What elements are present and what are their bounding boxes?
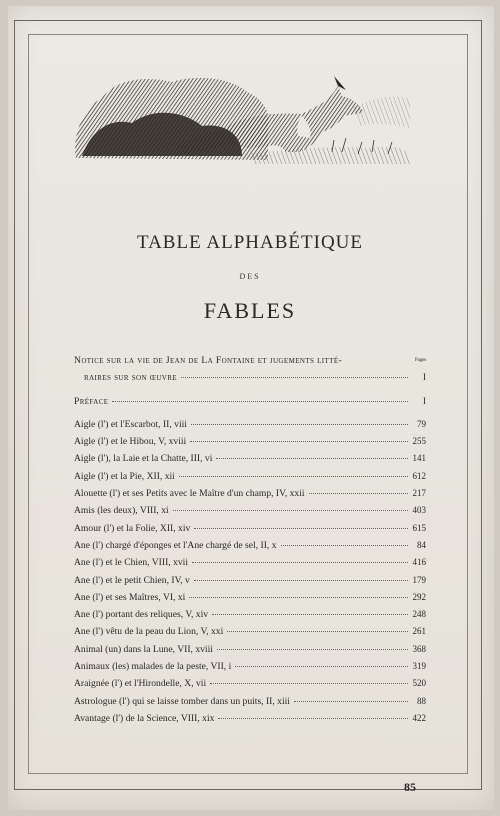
title-des: DES (239, 272, 261, 281)
fable-page: 422 (412, 712, 426, 723)
notice-entry-line1 (74, 352, 426, 369)
fable-page: 248 (412, 609, 426, 620)
fable-page: 612 (412, 470, 426, 481)
leader-dots (179, 476, 408, 477)
fable-page: 84 (417, 539, 426, 550)
fable-title: Ane (l') et le Chien, VIII, xvii (74, 557, 188, 569)
leader-dots (235, 666, 408, 667)
list-item (74, 502, 426, 519)
notice-page: I (423, 372, 426, 383)
fable-title: Ane (l') et le petit Chien, IV, v (74, 574, 190, 586)
list-item (74, 641, 426, 658)
fable-page: 520 (412, 678, 426, 689)
fable-page: 88 (417, 695, 426, 706)
leader-dots (181, 377, 408, 378)
fable-page: 403 (412, 505, 426, 516)
fable-page: 368 (412, 643, 426, 654)
fable-title: Aigle (l'), la Laie et la Chatte, III, vi (74, 453, 213, 465)
fable-page: 319 (412, 661, 426, 672)
list-item (74, 520, 426, 537)
notice-label-line2: raires sur son œuvre (84, 372, 177, 384)
notice-entry-line2 (74, 369, 426, 386)
leader-dots (189, 597, 408, 598)
list-item (74, 485, 426, 502)
leader-dots (216, 458, 408, 459)
fable-page: 261 (412, 626, 426, 637)
leader-dots (217, 649, 408, 650)
fable-title: Ane (l') portant des reliques, V, xiv (74, 609, 209, 621)
list-item (74, 693, 426, 710)
fable-title: Aigle (l') et la Pie, XII, xii (74, 470, 175, 482)
fable-title: Astrologue (l') qui se laisse tomber dans un puits, II, xiii (74, 695, 290, 707)
list-item (74, 710, 426, 727)
preface-label: Préface (74, 395, 109, 407)
table-of-contents (74, 352, 426, 727)
pages-column-header: ᴾᵃᵍᵉˢ (415, 356, 426, 365)
fable-title: Alouette (l') et ses Petits avec le Maître d'un champ, IV, xxii (74, 488, 305, 500)
fable-title: Ane (l') et ses Maîtres, VI, xi (74, 591, 186, 603)
list-item (74, 572, 426, 589)
fable-title: Avantage (l') de la Science, VIII, xix (74, 712, 215, 724)
fable-title: Animal (un) dans la Lune, VII, xviii (74, 643, 213, 655)
fable-title: Araignée (l') et l'Hirondelle, X, vii (74, 678, 207, 690)
leader-dots (212, 614, 408, 615)
list-item (74, 623, 426, 640)
fable-title: Amis (les deux), VIII, xi (74, 505, 169, 517)
fable-page: 416 (412, 557, 426, 568)
fable-title: Amour (l') et la Folie, XII, xiv (74, 522, 191, 534)
preface-page: I (423, 395, 426, 406)
notice-label-line1: Notice sur la vie de Jean de La Fontaine et jugements litté- (74, 355, 343, 366)
leader-dots (173, 510, 408, 511)
title-table-alphabetique: TABLE ALPHABÉTIQUE (137, 232, 363, 253)
list-item (74, 416, 426, 433)
list-item (74, 606, 426, 623)
leader-dots (194, 580, 408, 581)
list-item (74, 450, 426, 467)
leader-dots (309, 493, 408, 494)
leader-dots (281, 545, 409, 546)
list-item (74, 468, 426, 485)
list-item (74, 433, 426, 450)
leader-dots (218, 718, 408, 719)
leader-dots (112, 401, 408, 402)
fable-page: 292 (412, 591, 426, 602)
fable-title: Ane (l') vêtu de la peau du Lion, V, xxi (74, 626, 224, 638)
fable-title: Aigle (l') et le Hibou, V, xviii (74, 436, 187, 448)
fable-title: Aigle (l') et l'Escarbot, II, viii (74, 418, 187, 430)
title-fables: FABLES (203, 298, 297, 323)
preface-entry (74, 393, 426, 410)
page-number: 85 (404, 780, 416, 794)
fable-page: 79 (417, 418, 426, 429)
leader-dots (210, 683, 408, 684)
leader-dots (192, 562, 408, 563)
leader-dots (227, 631, 408, 632)
list-item (74, 554, 426, 571)
leader-dots (190, 441, 408, 442)
fable-title: Animaux (les) malades de la peste, VII, i (74, 661, 232, 673)
fable-page: 217 (412, 488, 426, 499)
fable-page: 141 (412, 453, 426, 464)
leader-dots (194, 528, 408, 529)
fable-page: 255 (412, 436, 426, 447)
list-item (74, 589, 426, 606)
fable-title: Ane (l') chargé d'éponges et l'Ane chargé de sel, II, x (74, 539, 277, 551)
list-item (74, 675, 426, 692)
leader-dots (294, 701, 408, 702)
fable-entry-list (74, 416, 426, 727)
list-item (74, 537, 426, 554)
leader-dots (191, 424, 408, 425)
fable-page: 179 (412, 574, 426, 585)
fable-page: 615 (412, 522, 426, 533)
list-item (74, 658, 426, 675)
fox-vignette-illustration (72, 68, 412, 168)
